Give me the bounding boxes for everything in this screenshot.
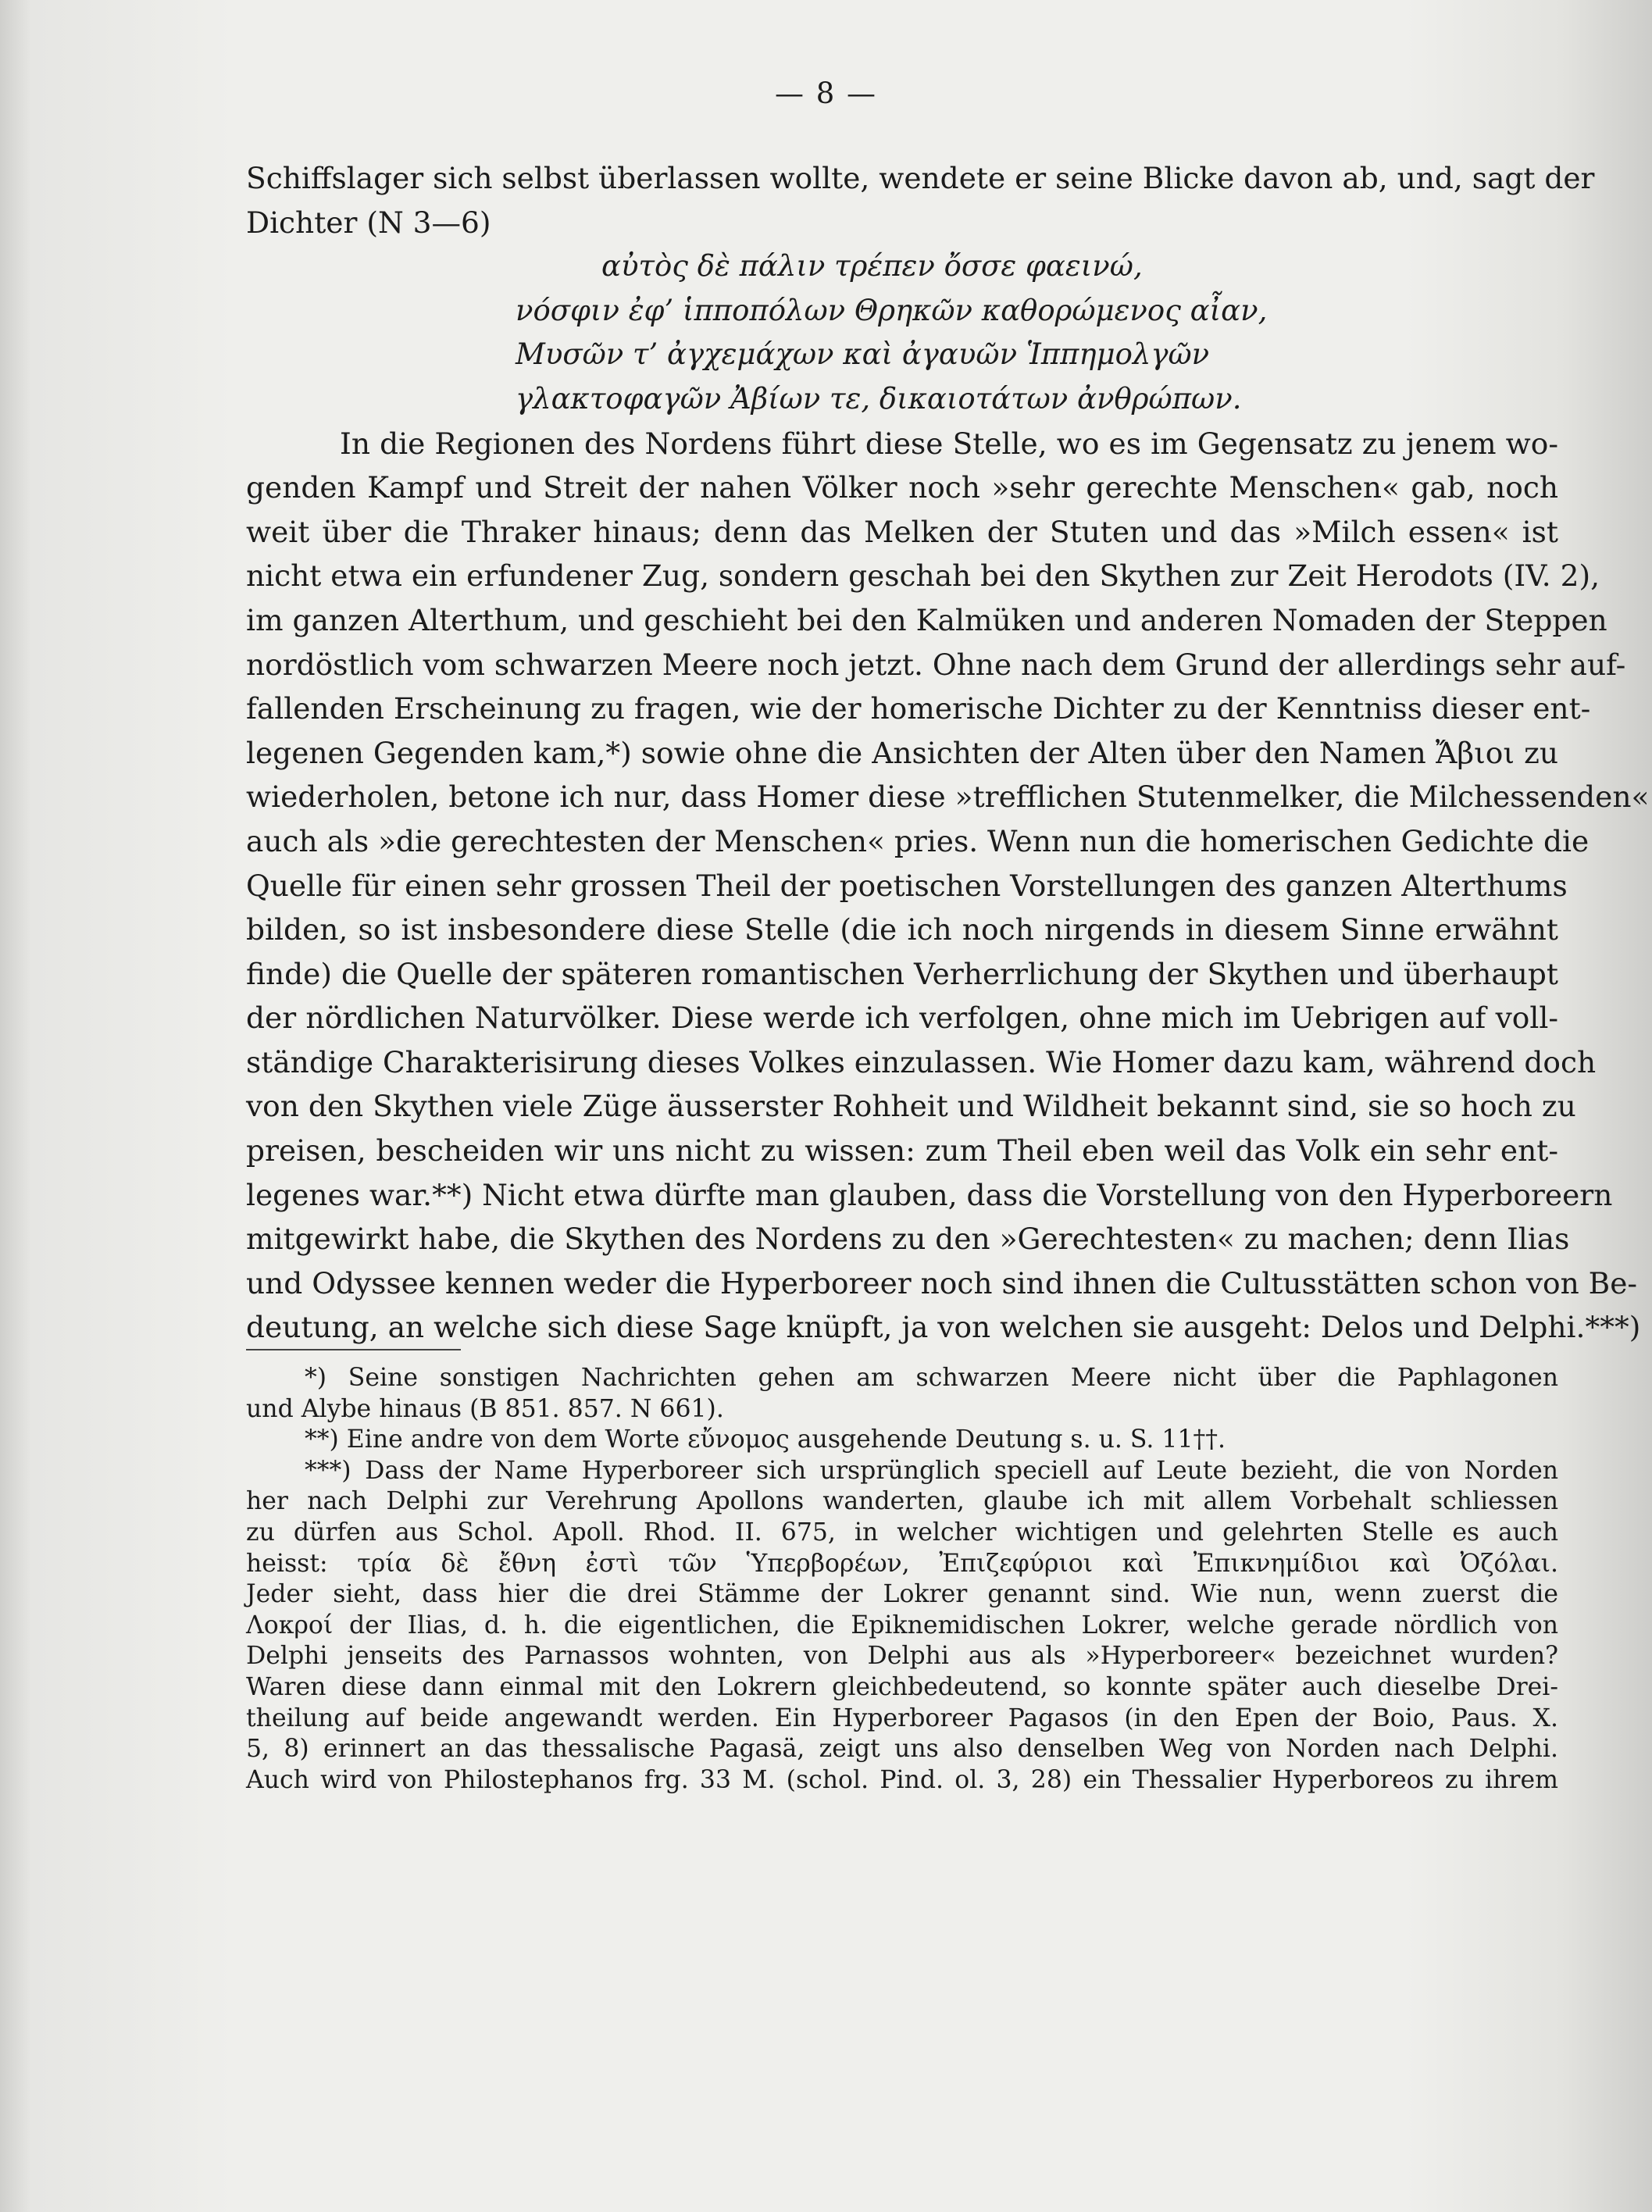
footnote-line: ***) Dass der Name Hyperboreer sich ursprünglich speciell auf Leute bezieht, die von Norden bbox=[305, 1456, 1558, 1485]
page-number: — 8 — bbox=[774, 77, 878, 110]
footnote-line: her nach Delphi zur Verehrung Apollons wanderten, glaube ich mit allem Vorbehalt schliessen bbox=[246, 1487, 1558, 1516]
text-line: preisen, bescheiden wir uns nicht zu wissen: zum Theil eben weil das Volk ein sehr ent- bbox=[246, 1133, 1558, 1168]
footnote-line: **) Eine andre von dem Worte εὔνομος ausgehende Deutung s. u. S. 11††. bbox=[305, 1425, 1226, 1454]
text-line: Schiffslager sich selbst überlassen wollte, wendete er seine Blicke davon ab, und, sagt der bbox=[246, 161, 1595, 195]
footnote-line: und Alybe hinaus (B 851. 857. N 661). bbox=[246, 1394, 724, 1423]
text-line: ständige Charakterisirung dieses Volkes einzulassen. Wie Homer dazu kam, während doch bbox=[246, 1044, 1597, 1079]
text-line: nordöstlich vom schwarzen Meere noch jetzt. Ohne nach dem Grund der allerdings sehr auf- bbox=[246, 647, 1626, 682]
text-line: mitgewirkt habe, die Skythen des Nordens zu den »Gerechtesten« zu machen; denn Ilias bbox=[246, 1222, 1570, 1257]
footnote-line: Jeder sieht, dass hier die drei Stämme der Lokrer genannt sind. Wie nun, wenn zuerst die bbox=[246, 1580, 1558, 1609]
text-line: wiederholen, betone ich nur, dass Homer diese »trefflichen Stutenmelker, die Milchessenden« bbox=[246, 780, 1650, 815]
footnote-line: heisst: τρία δὲ ἔθνη ἐστὶ τῶν Ὑπερβορέων, Ἐπιζεφύριοι καὶ Ἐπικνημίδιοι καὶ Ὀζόλαι. bbox=[246, 1549, 1558, 1578]
text-line: Quelle für einen sehr grossen Theil der poetischen Vorstellungen des ganzen Alterthums bbox=[246, 868, 1568, 903]
text-line: deutung, an welche sich diese Sage knüpft, ja von welchen sie ausgeht: Delos und Delphi.***) bbox=[246, 1310, 1641, 1345]
footnote-line: *) Seine sonstigen Nachrichten gehen am schwarzen Meere nicht über die Paphlagonen bbox=[305, 1364, 1558, 1392]
text-line: von den Skythen viele Züge äusserster Rohheit und Wildheit bekannt sind, sie so hoch zu bbox=[246, 1089, 1576, 1124]
footnote-line: Waren diese dann einmal mit den Lokrern gleichbedeutend, so konnte später auch dieselbe Drei- bbox=[246, 1672, 1558, 1701]
verse-line: νόσφιν ἐφ’ ἱπποπόλων Θρηκῶν καθορώμενος αἶαν, bbox=[516, 293, 1268, 327]
verse-line: αὐτὸς δὲ πάλιν τρέπεν ὄσσε φαεινώ, bbox=[601, 249, 1143, 284]
verse-line: γλακτοφαγῶν Ἀβίων τε, δικαιοτάτων ἀνθρώπων. bbox=[516, 381, 1242, 416]
text-line: und Odyssee kennen weder die Hyperboreer noch sind ihnen die Cultusstätten schon von Be- bbox=[246, 1265, 1638, 1300]
text-line: Dichter (N 3—6) bbox=[246, 205, 491, 240]
text-line: weit über die Thraker hinaus; denn das Melken der Stuten und das »Milch essen« ist bbox=[246, 514, 1558, 549]
text-line: auch als »die gerechtesten der Menschen« pries. Wenn nun die homerischen Gedichte die bbox=[246, 823, 1590, 858]
text-line: bilden, so ist insbesondere diese Stelle (die ich noch nirgends in diesem Sinne erwähnt bbox=[246, 912, 1558, 947]
footnote-line: zu dürfen aus Schol. Apoll. Rhod. II. 675, in welcher wichtigen und gelehrten Stelle es auch bbox=[246, 1518, 1558, 1547]
text-line: nicht etwa ein erfundener Zug, sondern geschah bei den Skythen zur Zeit Herodots (IV. 2), bbox=[246, 558, 1600, 594]
footnote-line: Λοκροί der Ilias, d. h. die eigentlichen, die Epiknemidischen Lokrer, welche gerade nördlich von bbox=[246, 1611, 1558, 1639]
main-text bbox=[246, 156, 1650, 1350]
verse-line: Μυσῶν τ’ ἀγχεμάχων καὶ ἀγαυῶν Ἱππημολγῶν bbox=[516, 337, 1210, 372]
footnote-line: Auch wird von Philostephanos frg. 33 M. (schol. Pind. ol. 3, 28) ein Thessalier Hyperboreos zu ihrem bbox=[246, 1765, 1558, 1794]
text-line: der nördlichen Naturvölker. Diese werde ich verfolgen, ohne mich im Uebrigen auf voll- bbox=[246, 1001, 1558, 1036]
text-line: legenes war.**) Nicht etwa dürfte man glauben, dass die Vorstellung von den Hyperboreern bbox=[246, 1177, 1613, 1212]
text-line: finde) die Quelle der späteren romantischen Verherrlichung der Skythen und überhaupt bbox=[246, 956, 1558, 991]
text-line: im ganzen Alterthum, und geschieht bei den Kalmüken und anderen Nomaden der Steppen bbox=[246, 602, 1607, 637]
footnote-line: theilung auf beide angewandt werden. Ein Hyperboreer Pagasos (in den Epen der Boio, Paus. X. bbox=[246, 1704, 1558, 1732]
text-line: fallenden Erscheinung zu fragen, wie der homerische Dichter zu der Kenntniss dieser ent- bbox=[246, 691, 1591, 726]
footnote-line: 5, 8) erinnert an das thessalische Pagasä, zeigt uns also denselben Weg von Norden nach Delphi. bbox=[246, 1735, 1558, 1764]
text-line: In die Regionen des Nordens führt diese Stelle, wo es im Gegensatz zu jenem wo- bbox=[340, 426, 1558, 461]
text-line: legenen Gegenden kam,*) sowie ohne die Ansichten der Alten über den Namen Ἄβιοι zu bbox=[246, 735, 1558, 770]
text-line: genden Kampf und Streit der nahen Völker noch »sehr gerechte Menschen« gab, noch bbox=[246, 470, 1558, 505]
footnote-line: Delphi jenseits des Parnassos wohnten, von Delphi aus als »Hyperboreer« bezeichnet wurden? bbox=[246, 1642, 1558, 1671]
footnotes bbox=[246, 1363, 1558, 1796]
footnote-divider bbox=[246, 1349, 461, 1350]
